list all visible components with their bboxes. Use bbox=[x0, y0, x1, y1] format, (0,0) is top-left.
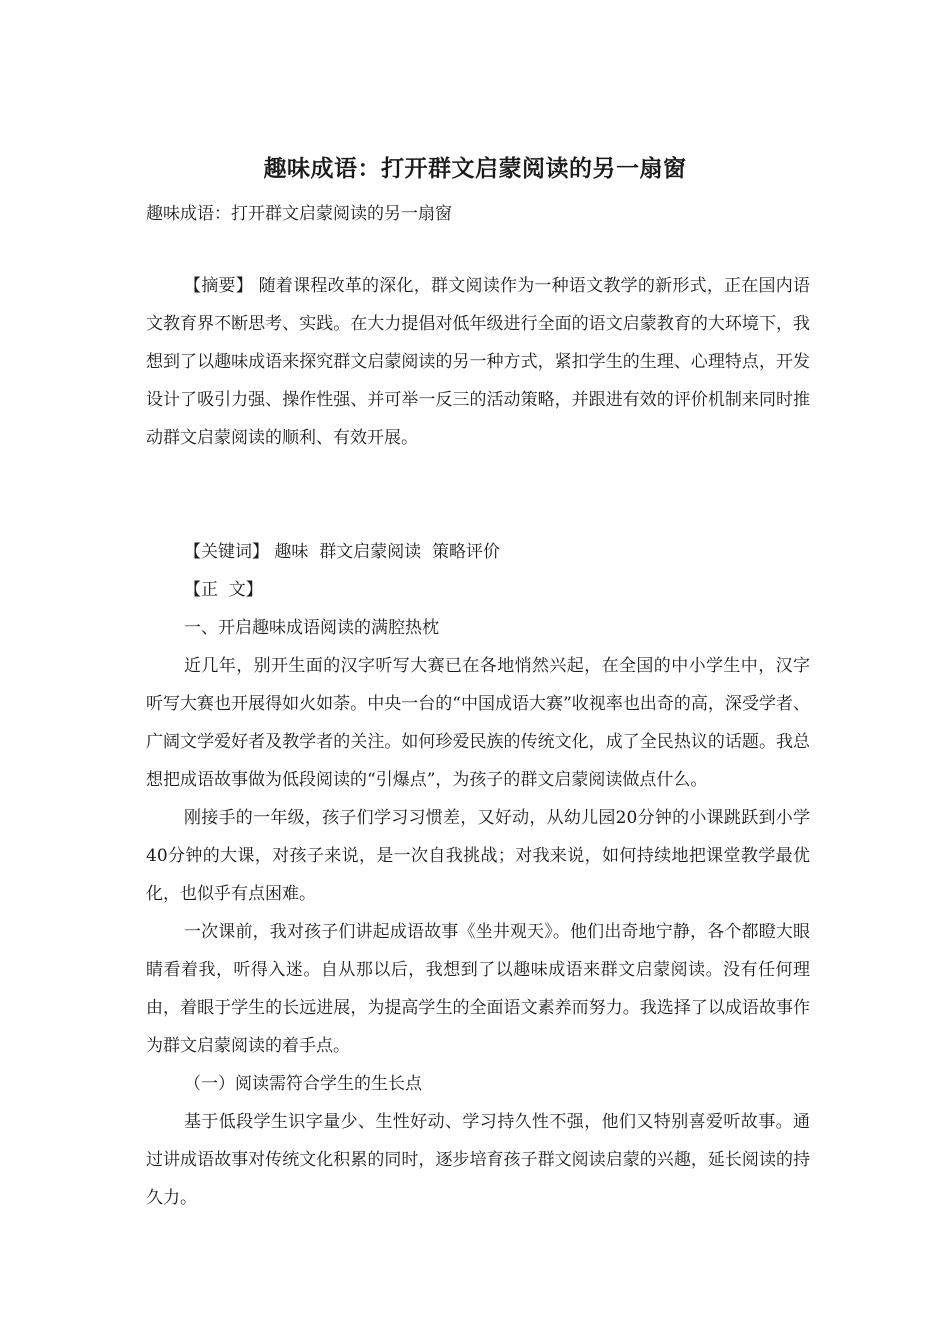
document-subtitle: 趣味成语：打开群文启蒙阅读的另一扇窗 bbox=[146, 204, 452, 224]
body-label: 【正 文】 bbox=[184, 580, 263, 600]
body-paragraph: 基于低段学生识字量少、生性好动、学习持久性不强，他们又特别喜爱听故事。通过讲成语故事对传统文化积累的同时，逐步培育孩子群文阅读启蒙的兴趣，延长阅读的持久力。 bbox=[146, 1112, 810, 1208]
keywords-label: 【关键词】 bbox=[184, 542, 269, 562]
spacer bbox=[146, 457, 810, 495]
abstract-label: 【摘要】 bbox=[184, 276, 253, 296]
abstract-paragraph bbox=[146, 267, 810, 457]
subsection-heading: （一）阅读需符合学生的生长点 bbox=[184, 1074, 422, 1094]
document-title: 趣味成语：打开群文启蒙阅读的另一扇窗 bbox=[263, 155, 687, 182]
keywords-line bbox=[146, 533, 810, 571]
body-paragraph: 近几年，别开生面的汉字听写大赛已在各地悄然兴起，在全国的中小学生中，汉字听写大赛也开展得如火如荼。中央一台的“中国成语大赛”收视率也出奇的高，深受学者、广阔文学爱好者及教学者的关注。如何珍爱民族的传统文化，成了全民热议的话题。我总想把成语故事做为低段阅读的“引爆点”，为孩子的群文启蒙阅读做点什么。 bbox=[146, 656, 810, 790]
document-body bbox=[146, 267, 810, 1217]
abstract-text: 随着课程改革的深化，群文阅读作为一种语文教学的新形式，正在国内语文教育界不断思考、实践。在大力提倡对低年级进行全面的语文启蒙教育的大环境下，我想到了以趣味成语来探究群文启蒙阅读的另一种方式，紧扣学生的生理、心理特点，开发设计了吸引力强、操作性强、并可举一反三的活动策略，并跟进有效的评价机制来同时推动群文启蒙阅读的顺利、有效开展。 bbox=[146, 276, 811, 448]
body-paragraph: 一次课前，我对孩子们讲起成语故事《坐井观天》。他们出奇地宁静，各个都瞪大眼睛看着我，听得入迷。自从那以后，我想到了以趣味成语来群文启蒙阅读。没有任何理由，着眼于学生的长远进展，为提高学生的全面语文素养而努力。我选择了以成语故事作为群文启蒙阅读的着手点。 bbox=[146, 922, 810, 1056]
keywords-text: 趣味 群文启蒙阅读 策略评价 bbox=[269, 542, 501, 562]
body-paragraph: 刚接手的一年级，孩子们学习习惯差，又好动，从幼儿园20分钟的小课跳跃到小学40分钟的大课，对孩子来说，是一次自我挑战；对我来说，如何持续地把课堂教学最优化，也似乎有点困难。 bbox=[146, 808, 810, 904]
section-heading: 一、开启趣味成语阅读的满腔热枕 bbox=[184, 618, 439, 638]
spacer bbox=[146, 495, 810, 533]
